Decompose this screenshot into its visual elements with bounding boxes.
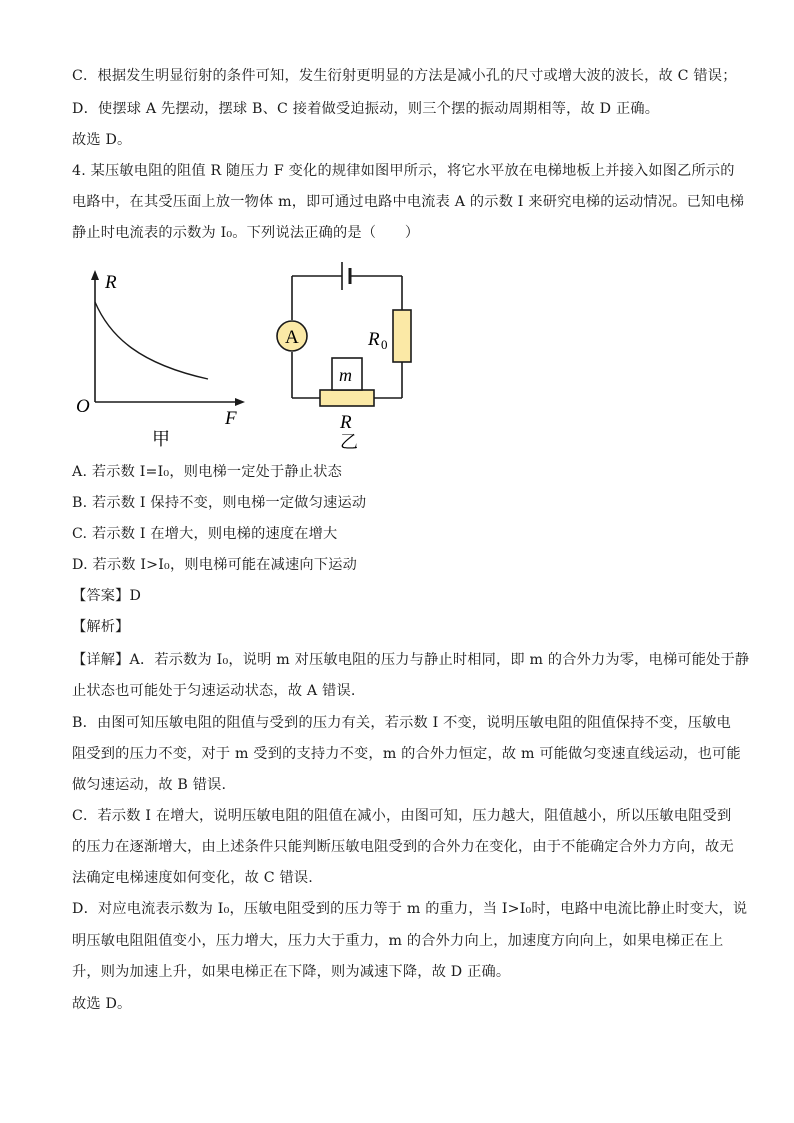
prev-option-d: D．使摆球 A 先摆动，摆球 B、C 接着做受迫振动，则三个摆的振动周期相等，故 D 正确。 [72, 101, 660, 117]
option-c: C. 若示数 I 在增大，则电梯的速度在增大 [72, 526, 338, 542]
r-f-curve [95, 302, 208, 379]
option-a: A. 若示数 I=I₀，则电梯一定处于静止状态 [72, 464, 342, 480]
answer: 【答案】D [72, 588, 142, 604]
pressure-resistor-r [320, 390, 374, 406]
explain-a-line-2: 止状态也可能处于匀速运动状态，故 A 错误. [72, 683, 356, 699]
prev-choice: 故选 D。 [72, 132, 132, 148]
mass-label: m [339, 365, 352, 385]
explain-b-line-1: B．由图可知压敏电阻的阻值与受到的压力有关，若示数 I 不变，说明压敏电阻的阻值保持不变，压敏电 [72, 715, 731, 731]
analysis-heading: 【解析】 [72, 619, 130, 635]
explain-d-line-3: 升，则为加速上升，如果电梯正在下降，则为减速下降，故 D 正确。 [72, 964, 511, 980]
question-line-3: 静止时电流表的示数为 I₀。下列说法正确的是（ ） [72, 225, 420, 241]
explain-c-line-2: 的压力在逐渐增大，由上述条件只能判断压敏电阻受到的合外力在变化，由于不能确定合外力方向，故无 [72, 839, 734, 855]
option-d: D. 若示数 I>I₀，则电梯可能在减速向下运动 [72, 557, 357, 573]
figure-yi-caption: 乙 [340, 432, 358, 452]
question-line-1: 4. 某压敏电阻的阻值 R 随压力 F 变化的规律如图甲所示，将它水平放在电梯地板上并接入如图乙所示的 [72, 163, 735, 179]
explain-choice: 故选 D。 [72, 996, 132, 1012]
x-axis-label: F [225, 408, 237, 429]
explain-c-line-1: C．若示数 I 在增大，说明压敏电阻的阻值在减小，由图可知，压力越大，阻值越小，所以压敏电阻受到 [72, 808, 732, 824]
figure-jia-caption: 甲 [152, 429, 170, 449]
y-axis-label: R [105, 272, 117, 293]
prev-option-c: C．根据发生明显衍射的条件可知，发生衍射更明显的方法是减小孔的尺寸或增大波的波长，故 C 错误； [72, 68, 737, 84]
pressure-resistor-label: R [340, 412, 352, 433]
x-axis-arrow [235, 398, 245, 406]
explain-c-line-3: 法确定电梯速度如何变化，故 C 错误. [72, 870, 313, 886]
resistor-r0 [393, 310, 411, 362]
y-axis-arrow [91, 270, 99, 280]
explain-d-line-1: D．对应电流表示数为 I₀，压敏电阻受到的压力等于 m 的重力，当 I>I₀时，电路中电流比静止时变大，说 [72, 901, 748, 917]
explain-b-line-3: 做匀速运动，故 B 错误. [72, 777, 227, 793]
explain-d-line-2: 明压敏电阻阻值变小，压力增大，压力大于重力，m 的合外力向上，加速度方向向上，如果电梯正在上 [72, 933, 724, 949]
explain-a-line-1: 【详解】A．若示数为 I₀，说明 m 对压敏电阻的压力与静止时相同，即 m 的合外力为零，电梯可能处于静 [72, 652, 750, 668]
figure-yi-circuit [270, 252, 430, 452]
explain-b-line-2: 阻受到的压力不变，对于 m 受到的支持力不变，m 的合外力恒定，故 m 可能做匀变速直线运动，也可能 [72, 746, 741, 762]
resistor-r0-label: R [368, 329, 380, 350]
option-b: B. 若示数 I 保持不变，则电梯一定做匀速运动 [72, 495, 367, 511]
figure-jia-graph [70, 262, 260, 452]
origin-label: O [76, 396, 90, 417]
resistor-r0-subscript: 0 [381, 337, 388, 352]
ammeter-label: A [285, 327, 299, 348]
question-line-2: 电路中，在其受压面上放一物体 m，即可通过电路中电流表 A 的示数 I 来研究电梯的运动情况。已知电梯 [72, 194, 745, 210]
